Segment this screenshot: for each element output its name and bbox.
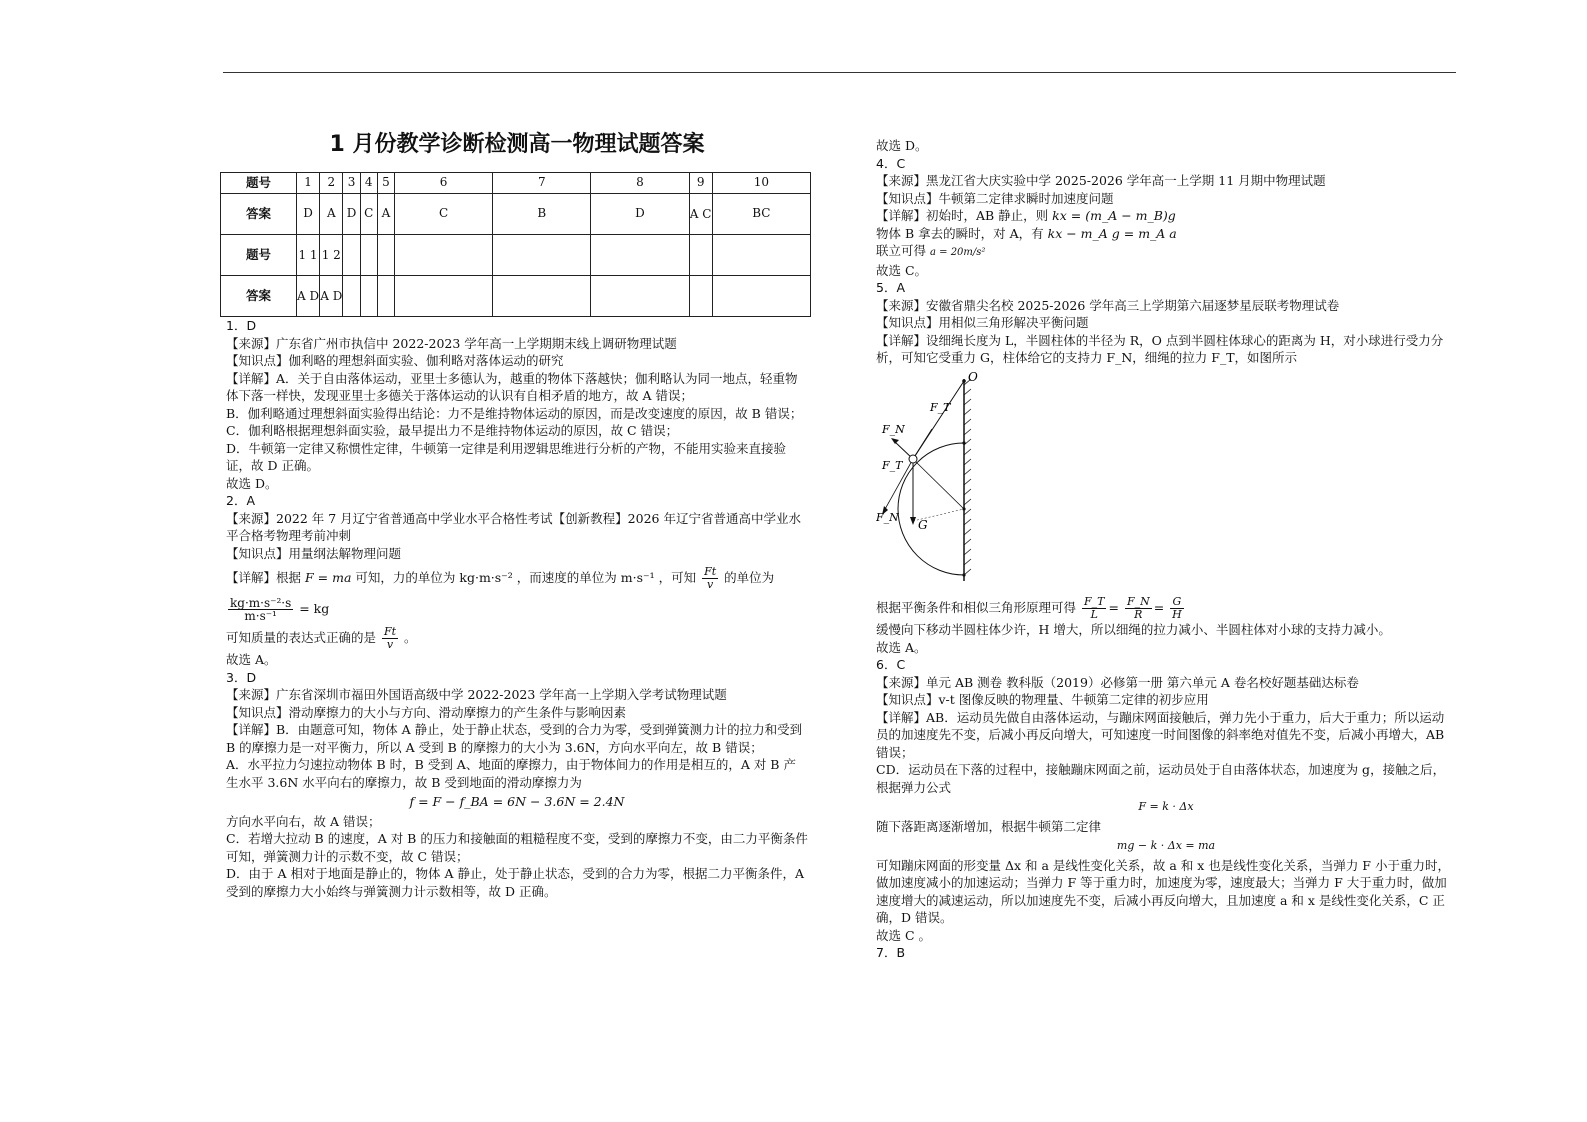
- table-header-cell: 题号: [221, 235, 297, 276]
- q6-source: 【来源】单元 AB 测卷 教科版（2019）必修第一册 第六单元 A 卷名校好题基础达标卷: [876, 674, 1359, 690]
- q4-heading: 4．C: [876, 155, 906, 171]
- table-cell: B: [493, 194, 591, 235]
- table-header-cell: 答案: [221, 276, 297, 317]
- table-cell: C: [395, 194, 493, 235]
- q2-unit-equation: [226, 597, 808, 622]
- table-cell: 3: [343, 173, 360, 194]
- right-column: [876, 137, 1456, 962]
- table-cell: [493, 235, 591, 276]
- fraction-ft-l: $\frac{F\_T}{L}$: [1084, 595, 1105, 621]
- q6-knowledge: 【知识点】v-t 图像反映的物理量、牛顿第二定律的初步应用: [876, 692, 1209, 707]
- table-row: [221, 276, 811, 317]
- fraction-g-h: $\frac{G}{H}$: [1172, 595, 1182, 621]
- q5-source: 【来源】安徽省鼎尖名校 2025-2026 学年高三上学期第六届逐梦星辰联考物理试卷: [876, 297, 1340, 313]
- q1-detail-c: C．伽利略根据理想斜面实验，最早提出力不是维持物体运动的原因，故 C 错误；: [226, 423, 679, 438]
- table-cell: [343, 276, 360, 317]
- q2-unit-fraction: $\frac{\text{kg·m·s⁻²·s}}{\text{m·s⁻¹}}$: [230, 596, 292, 623]
- table-cell: [493, 276, 591, 317]
- table-row: [221, 194, 811, 235]
- table-cell: 7: [493, 173, 591, 194]
- fraction-fn-r: $\frac{F\_N}{R}$: [1126, 595, 1150, 621]
- q2-mass-expression: 可知质量的表达式正确的是 $\frac{Ft}{v}$ 。: [226, 625, 417, 651]
- table-cell: C: [360, 194, 377, 235]
- q1-conclusion: 故选 D。: [226, 475, 278, 491]
- q1-detail-d: D．牛顿第一定律又称惯性定律，牛顿第一定律是利用逻辑思维进行分析的产物，不能用实验来直接验证，故 D 正确。: [226, 440, 787, 473]
- q4-knowledge: 【知识点】牛顿第二定律求瞬时加速度问题: [876, 190, 1114, 206]
- left-column: [226, 130, 808, 900]
- q2-fraction: $\frac{Ft}{v}$: [384, 625, 397, 651]
- q7-heading: 7．B: [876, 945, 906, 960]
- q1-detail-b: B．伽利略通过理想斜面实验得出结论：力不是维持物体运动的原因，而是改变速度的原因，故 B 错误；: [226, 405, 803, 421]
- table-cell: 4: [360, 173, 377, 194]
- table-cell: [343, 235, 360, 276]
- point-o: [962, 379, 966, 383]
- label-ft: F_T: [930, 400, 951, 414]
- q2-text: 的单位为: [724, 570, 775, 585]
- table-cell: [395, 276, 493, 317]
- q4-detail-3: 联立可得 a = 20m/s²: [876, 243, 986, 258]
- q3-detail-a: A．水平拉力匀速拉动物体 B 时，B 受到 A、地面的摩擦力，由于物体间力的作用是相互的，A 对 B 产生水平 3.6N 水平向右的摩擦力，故 B 受到地面的滑动摩擦力为: [226, 757, 796, 790]
- label-o: O: [968, 370, 978, 384]
- q4-formula: kx = (m_A − m_B)g: [1052, 208, 1176, 223]
- table-cell: [377, 276, 394, 317]
- force-diagram-svg: [876, 371, 996, 586]
- q6-detail-ab: 【详解】AB．运动员先做自由落体运动，与蹦床网面接触后，弹力先小于重力，后大于重力；所以运动员的加速度先不变，后减小再反向增大，可知速度一时间图像的斜率绝对值先不变，后减小再增大，AB 错误；: [876, 709, 1445, 760]
- q4-source: 【来源】黑龙江省大庆实验中学 2025-2026 学年高一上学期 11 月期中物理试题: [876, 173, 1326, 188]
- q2-detail: [226, 566, 808, 591]
- q4-formula: kx − m_A g = m_A a: [1047, 225, 1177, 241]
- table-cell: A D: [296, 276, 319, 317]
- q3-detail-c: C．若增大拉动 B 的速度，A 对 B 的压力和接触面的粗糙程度不变，受到的摩擦力不变，由二力平衡条件可知，弹簧测力计的示数不变，故 C 错误；: [226, 831, 808, 864]
- q3-conclusion: 故选 D。: [876, 138, 928, 153]
- q2-text: 可知，力的单位为: [355, 570, 456, 585]
- tension-vector: [913, 429, 932, 459]
- q2-fraction: $\frac{Ft}{v}$: [704, 565, 717, 591]
- table-cell: 6: [395, 173, 493, 194]
- q1-heading: 1．D: [226, 318, 257, 333]
- table-cell: A C: [689, 194, 712, 235]
- q6-detail-cd: CD．运动员在下落的过程中，接触蹦床网面之前，运动员处于自由落体状态，加速度为 g，接触之后，根据弹力公式: [876, 762, 1446, 795]
- table-cell: 5: [377, 173, 394, 194]
- q1-source: 【来源】广东省广州市执信中 2022-2023 学年高一上学期期末线上调研物理试题: [226, 335, 677, 351]
- table-cell: A D: [320, 276, 343, 317]
- ball: [909, 455, 917, 463]
- q5-detail: 【详解】设细绳长度为 L，半圆柱体的半径为 R，O 点到半圆柱体球心的距离为 H，对小球进行受力分析，可知它受重力 G，柱体给它的支持力 F_N，细绳的拉力 F_T，如图所示: [876, 332, 1444, 365]
- table-cell: [360, 235, 377, 276]
- q4-conclusion: 故选 C。: [876, 262, 928, 278]
- table-cell: D: [296, 194, 319, 235]
- table-cell: 8: [591, 173, 689, 194]
- q6-detail-c: 可知蹦床网面的形变量 Δx 和 a 是线性变化关系，故 a 和 x 也是线性变化关系，当弹力 F 小于重力时，做加速度减小的加速运动；当弹力 F 等于重力时，加速度为零，速度最大；当弹力 F 大于重力时，做加速度增大的减速运动，所以加速度先不变，后减小再反向增大，且加速度 a 和 x 是线性变化关系，C 正确，D 错误。: [876, 857, 1450, 925]
- q2-source: 【来源】2022 年 7 月辽宁省普通高中学业水平合格性考试【创新教程】2026 年辽宁省普通高中学业水平合格考物理考前冲刺: [226, 510, 801, 543]
- q2-text: 【详解】根据: [226, 570, 302, 585]
- q2-unit-speed: m·s⁻¹: [620, 570, 655, 585]
- arc-bottom-point: [962, 573, 965, 576]
- table-row: [221, 173, 811, 194]
- q4-detail-2: 物体 B 拿去的瞬时，对 A，有 kx − m_A g = m_A a: [876, 225, 1177, 241]
- q6-equation-2: mg − k · Δx = ma: [1116, 839, 1216, 852]
- table-header-cell: 题号: [221, 173, 297, 194]
- table-header-cell: 答案: [221, 194, 297, 235]
- q6-detail-text: 随下落距离逐渐增加，根据牛顿第二定律: [876, 818, 1102, 834]
- q2-text: ，而速度的单位为: [516, 570, 617, 585]
- table-row: [221, 235, 811, 276]
- table-cell: [689, 276, 712, 317]
- center-point: [962, 507, 965, 510]
- table-cell: D: [591, 194, 689, 235]
- q5-conclusion: 故选 A。: [876, 639, 927, 655]
- table-cell: [712, 276, 810, 317]
- page-title: 1 月份教学诊断检测高一物理试题答案: [329, 132, 705, 157]
- q4-formula: a = 20m/s²: [930, 247, 986, 258]
- q1-detail-a: 【详解】A．关于自由落体运动，亚里士多德认为，越重的物体下落越快；伽利略认为同一地点，轻重物体下落一样快，发现亚里士多德关于落体运动的认识有自相矛盾的地方，故 A 错误；: [226, 370, 798, 403]
- q3-detail-a2: 方向水平向右，故 A 错误；: [226, 813, 381, 829]
- wall-hatching: [964, 379, 971, 575]
- q3-knowledge: 【知识点】滑动摩擦力的大小与方向、滑动摩擦力的产生条件与影响因素: [226, 704, 627, 720]
- label-g: G: [918, 517, 928, 532]
- label-ft-2: F_T: [882, 458, 903, 472]
- q5-heading: 5．A: [876, 280, 906, 295]
- q2-text: ，可知: [658, 570, 697, 585]
- table-cell: 1: [296, 173, 319, 194]
- table-cell: A: [377, 194, 394, 235]
- table-cell: 1 1: [296, 235, 319, 276]
- q2-formula: F = ma: [305, 570, 352, 585]
- q1-knowledge: 【知识点】伽利略的理想斜面实验、伽利略对落体运动的研究: [226, 353, 564, 368]
- q2-knowledge: 【知识点】用量纲法解物理问题: [226, 545, 402, 561]
- label-fn: F_N: [882, 422, 905, 436]
- q6-conclusion: 故选 C 。: [876, 927, 932, 943]
- table-cell: 9: [689, 173, 712, 194]
- table-cell: [360, 276, 377, 317]
- q2-conclusion: 故选 A。: [226, 652, 277, 667]
- q3-detail-b: 【详解】B．由题意可知，物体 A 静止，处于静止状态，受到的合力为零，受到弹簧测力计的拉力和受到 B 的摩擦力是一对平衡力，所以 A 受到 B 的摩擦力的大小为 3.6N，方向水平向左，故 B 错误；: [226, 722, 803, 755]
- label-fn-2: F_N: [876, 510, 899, 524]
- table-cell: 2: [320, 173, 343, 194]
- table-cell: [591, 235, 689, 276]
- q4-detail-1: 【详解】初始时，AB 静止，则 kx = (m_A − m_B)g: [876, 208, 1176, 223]
- arc-top-point: [962, 441, 965, 444]
- q6-equation-1: F = k · Δx: [1138, 800, 1194, 813]
- answer-table: [220, 172, 811, 317]
- q2-unit-result: = kg: [299, 601, 330, 616]
- normal-arrowhead: [891, 438, 899, 444]
- table-cell: [689, 235, 712, 276]
- force-diagram: [876, 371, 1456, 591]
- q3-detail-d: D．由于 A 相对于地面是静止的，物体 A 静止，处于静止状态，受到的合力为零，根据二力平衡条件，A 受到的摩擦力大小始终与弹簧测力计示数相等，故 D 正确。: [226, 866, 804, 899]
- radius-line: [913, 459, 964, 509]
- table-cell: 1 2: [320, 235, 343, 276]
- q5-equation-line: 根据平衡条件和相似三角形原理可得 $\frac{F\_T}{L}$ = $\frac{F\_N}{R}$ = $\frac{G}{H}$: [876, 595, 1182, 621]
- q3-equation: f = F − f_BA = 6N − 3.6N = 2.4N: [409, 794, 625, 809]
- q3-source: 【来源】广东省深圳市福田外国语高级中学 2022-2023 学年高一上学期入学考试物理试题: [226, 687, 727, 702]
- header-rule: [223, 72, 1456, 73]
- table-cell: [395, 235, 493, 276]
- q2-unit-force: kg·m·s⁻²: [459, 570, 513, 585]
- q5-detail-2: 缓慢向下移动半圆柱体少许，H 增大，所以细绳的拉力减小、半圆柱体对小球的支持力减小。: [876, 622, 1391, 637]
- table-cell: [712, 235, 810, 276]
- q5-knowledge: 【知识点】用相似三角形解决平衡问题: [876, 315, 1089, 330]
- q6-heading: 6．C: [876, 657, 906, 672]
- q2-heading: 2．A: [226, 493, 256, 508]
- q3-heading: 3．D: [226, 669, 257, 685]
- table-cell: D: [343, 194, 360, 235]
- table-cell: [377, 235, 394, 276]
- table-cell: BC: [712, 194, 810, 235]
- table-cell: A: [320, 194, 343, 235]
- table-cell: [591, 276, 689, 317]
- half-cylinder-arc: [898, 443, 964, 575]
- table-cell: 10: [712, 173, 810, 194]
